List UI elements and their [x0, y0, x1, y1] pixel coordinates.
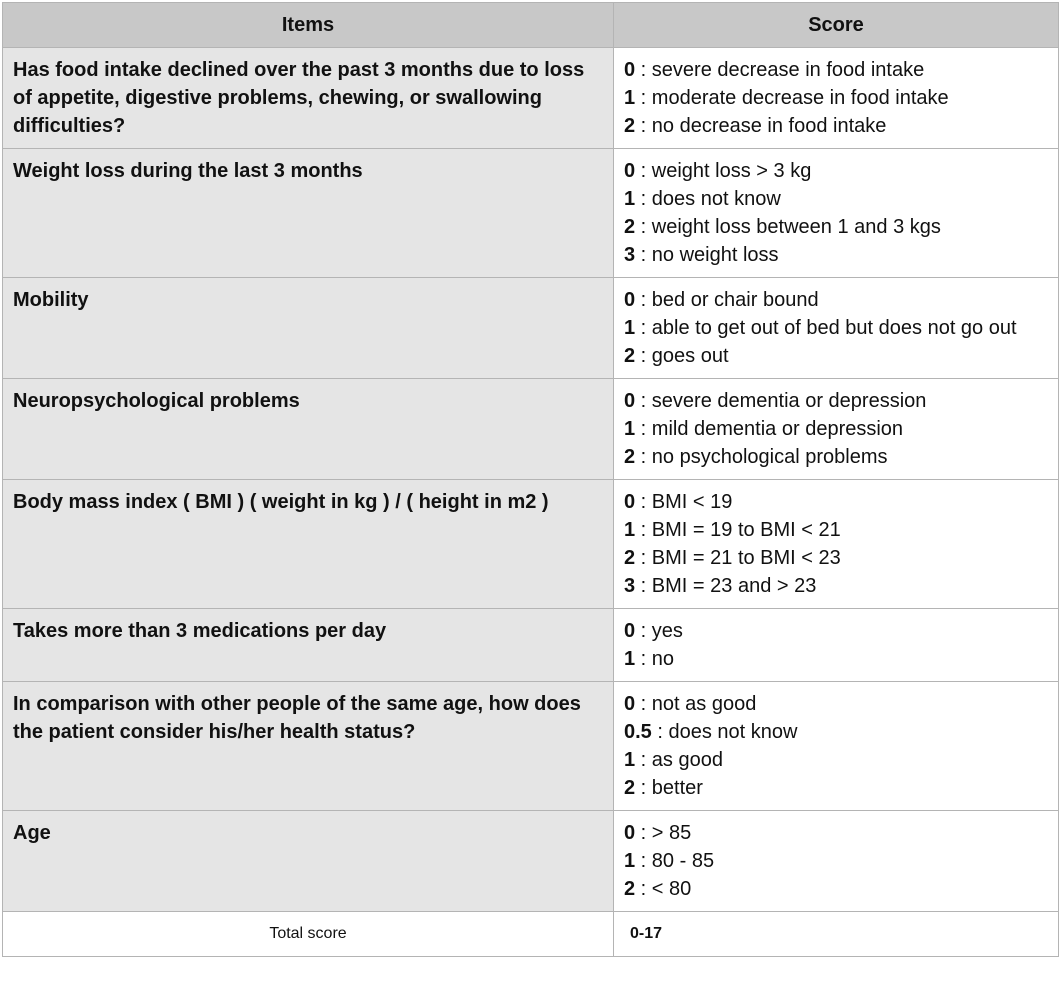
total-row: [3, 912, 1059, 957]
score-options: [614, 149, 1059, 278]
header-row: [3, 3, 1059, 48]
score-options: [614, 480, 1059, 609]
score-description: : moderate decrease in food intake: [635, 87, 949, 109]
item-question: In comparison with other people of the same age, how does the patient consider his/her health status?: [3, 682, 614, 811]
score-value: 2: [624, 115, 636, 137]
score-value: 0: [624, 693, 636, 715]
score-description: : severe dementia or depression: [635, 390, 927, 412]
score-value: 0: [624, 620, 636, 642]
item-question: Weight loss during the last 3 months: [3, 149, 614, 278]
table-row: [3, 480, 1059, 609]
score-value: 2: [624, 777, 636, 799]
table-row: [3, 149, 1059, 278]
score-value: 2: [624, 446, 636, 468]
score-value: 2: [624, 547, 636, 569]
score-value: 2: [624, 216, 636, 238]
score-description: : better: [635, 777, 703, 799]
score-description: : BMI = 19 to BMI < 21: [635, 519, 841, 541]
score-description: : BMI < 19: [635, 491, 733, 513]
score-option: [624, 746, 1050, 774]
score-description: : 80 - 85: [635, 850, 715, 872]
score-description: : weight loss between 1 and 3 kgs: [635, 216, 941, 238]
score-value: 0: [624, 59, 636, 81]
score-option: [624, 544, 1050, 572]
score-option: [624, 875, 1050, 903]
score-value: 1: [624, 87, 636, 109]
score-description: : no psychological problems: [635, 446, 888, 468]
score-description: : does not know: [651, 721, 798, 743]
score-value: 1: [624, 648, 636, 670]
score-description: : weight loss > 3 kg: [635, 160, 812, 182]
score-description: : severe decrease in food intake: [635, 59, 925, 81]
score-option: [624, 387, 1050, 415]
score-value: 0: [624, 491, 636, 513]
score-options: [614, 682, 1059, 811]
score-description: : BMI = 23 and > 23: [635, 575, 817, 597]
score-option: [624, 819, 1050, 847]
item-question: Takes more than 3 medications per day: [3, 609, 614, 682]
score-value: 0.5: [624, 721, 652, 743]
item-question: Has food intake declined over the past 3 months due to loss of appetite, digestive problems, chewing, or swallowing difficulties?: [3, 48, 614, 149]
score-option: [624, 56, 1050, 84]
score-option: [624, 314, 1050, 342]
total-label: Total score: [3, 912, 614, 957]
score-value: 0: [624, 390, 636, 412]
score-description: : no decrease in food intake: [635, 115, 887, 137]
table-row: [3, 48, 1059, 149]
score-value: 1: [624, 519, 636, 541]
score-option: [624, 488, 1050, 516]
table-row: [3, 278, 1059, 379]
total-value: 0-17: [614, 912, 1059, 957]
score-description: : no weight loss: [635, 244, 779, 266]
score-description: : goes out: [635, 345, 729, 367]
score-description: : no: [635, 648, 675, 670]
score-description: : as good: [635, 749, 723, 771]
score-value: 0: [624, 289, 636, 311]
score-value: 1: [624, 418, 636, 440]
score-option: [624, 213, 1050, 241]
score-description: : yes: [635, 620, 683, 642]
score-option: [624, 516, 1050, 544]
score-option: [624, 241, 1050, 269]
table-row: [3, 379, 1059, 480]
score-option: [624, 112, 1050, 140]
score-option: [624, 645, 1050, 673]
score-options: [614, 609, 1059, 682]
score-option: [624, 342, 1050, 370]
score-header: Score: [614, 3, 1059, 48]
score-options: [614, 278, 1059, 379]
score-value: 1: [624, 317, 636, 339]
score-value: 1: [624, 188, 636, 210]
score-value: 1: [624, 749, 636, 771]
score-value: 2: [624, 345, 636, 367]
table-row: [3, 811, 1059, 912]
score-value: 0: [624, 160, 636, 182]
score-option: [624, 572, 1050, 600]
item-question: Neuropsychological problems: [3, 379, 614, 480]
score-options: [614, 48, 1059, 149]
assessment-table: [2, 2, 1059, 957]
score-option: [624, 415, 1050, 443]
item-question: Mobility: [3, 278, 614, 379]
score-option: [624, 443, 1050, 471]
score-option: [624, 185, 1050, 213]
score-description: : bed or chair bound: [635, 289, 819, 311]
score-options: [614, 379, 1059, 480]
score-description: : not as good: [635, 693, 757, 715]
score-value: 1: [624, 850, 636, 872]
score-option: [624, 617, 1050, 645]
score-option: [624, 774, 1050, 802]
item-question: Body mass index ( BMI ) ( weight in kg ) / ( height in m2 ): [3, 480, 614, 609]
score-option: [624, 286, 1050, 314]
score-option: [624, 157, 1050, 185]
score-value: 2: [624, 878, 636, 900]
score-value: 0: [624, 822, 636, 844]
score-description: : does not know: [635, 188, 781, 210]
score-description: : able to get out of bed but does not go out: [635, 317, 1017, 339]
score-option: [624, 84, 1050, 112]
score-description: : mild dementia or depression: [635, 418, 904, 440]
score-description: : < 80: [635, 878, 692, 900]
item-question: Age: [3, 811, 614, 912]
items-header: Items: [3, 3, 614, 48]
score-value: 3: [624, 244, 636, 266]
score-value: 3: [624, 575, 636, 597]
score-option: [624, 847, 1050, 875]
score-description: : BMI = 21 to BMI < 23: [635, 547, 841, 569]
score-options: [614, 811, 1059, 912]
table-row: [3, 682, 1059, 811]
score-option: [624, 718, 1050, 746]
table-row: [3, 609, 1059, 682]
score-description: : > 85: [635, 822, 692, 844]
score-option: [624, 690, 1050, 718]
